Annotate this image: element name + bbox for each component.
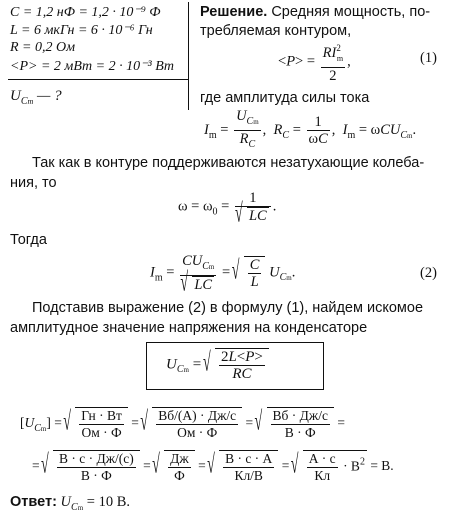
solution-intro-line-1: Решение. Средняя мощность, по- bbox=[200, 4, 431, 20]
given-L: L = 6 мкГн = 6 · 10⁻⁶ Гн bbox=[10, 23, 153, 38]
given-P: <P> = 2 мВт = 2 · 10⁻³ Вт bbox=[10, 59, 175, 74]
substitution-text-line-2: амплитудное значение напряжения на конденсаторе bbox=[10, 320, 368, 336]
unit-check-line-1: $[U_{Cm}]$ = √ $\frac{Гн \cdot Вт}{Ом \cdot Ф}$ = √ $\frac{Вб/(А) \cdot Дж/с}{Ом \cdot Ф}$ = √ $\frac{Вб \cdot Дж/с}{В \cdot Ф}$ = bbox=[20, 407, 345, 441]
omega-formula: $\omega = \omega_0$ = 1 √ LC . bbox=[178, 190, 276, 224]
equation-2-number: (2) bbox=[420, 265, 437, 281]
then-text: Тогда bbox=[10, 232, 47, 248]
equation-1-number: (1) bbox=[420, 50, 437, 66]
given-C: C = 1,2 нФ = 1,2 · 10⁻⁹ Ф bbox=[10, 5, 161, 20]
answer-line: Ответ: $U_{Cm} = 10$ В. bbox=[10, 494, 130, 513]
answer-value: = 10 В. bbox=[86, 494, 130, 510]
substitution-text-line-1: Подставив выражение (2) в формулу (1), найдем искомое bbox=[32, 300, 424, 316]
solution-heading: Решение. bbox=[200, 4, 268, 20]
current-amplitude-formulas: $I_m$ = $\frac{U_{Cm}}{R_C}$ , $R_C$ = $\frac{1}{\omega C}$ , $I_m = \omega CU_{Cm}$. bbox=[204, 108, 417, 150]
answer-label: Ответ: bbox=[10, 494, 57, 510]
oscillation-text-line-1: Так как в контуре поддерживаются незатухающие колеба- bbox=[32, 155, 425, 171]
equation-1: <P> = $\frac{RI^2_m}{2}$ , bbox=[278, 40, 351, 84]
given-R: R = 0,2 Ом bbox=[10, 40, 76, 55]
given-vertical-rule bbox=[188, 2, 189, 110]
result-formula: $U_{Cm}$ = √ $\frac{2L<P>}{RC}$ bbox=[166, 348, 269, 382]
amplitude-text: где амплитуда силы тока bbox=[200, 90, 370, 106]
find-unknown: $U_{Cm}$ — ? bbox=[10, 88, 62, 107]
equation-2: $I_m$ = $CU_{Cm}$ √ LC = √ $\frac{C}{L}$ $U_{Cm}$. bbox=[150, 253, 295, 293]
unit-check-line-2: = √ $\frac{В \cdot с \cdot Дж/(с)}{В \cdot Ф}$ = √ $\frac{Дж}{Ф}$ = √ $\frac{В \cdot с \cdot А}{Кл/В}$ = √ $\frac{А \cdot с}{Кл}$ · $В^2 = В$. bbox=[32, 450, 394, 484]
solution-intro-line-2: требляемая контуром, bbox=[200, 23, 352, 39]
given-divider bbox=[8, 79, 188, 80]
oscillation-text-line-2: ния, то bbox=[10, 175, 57, 191]
